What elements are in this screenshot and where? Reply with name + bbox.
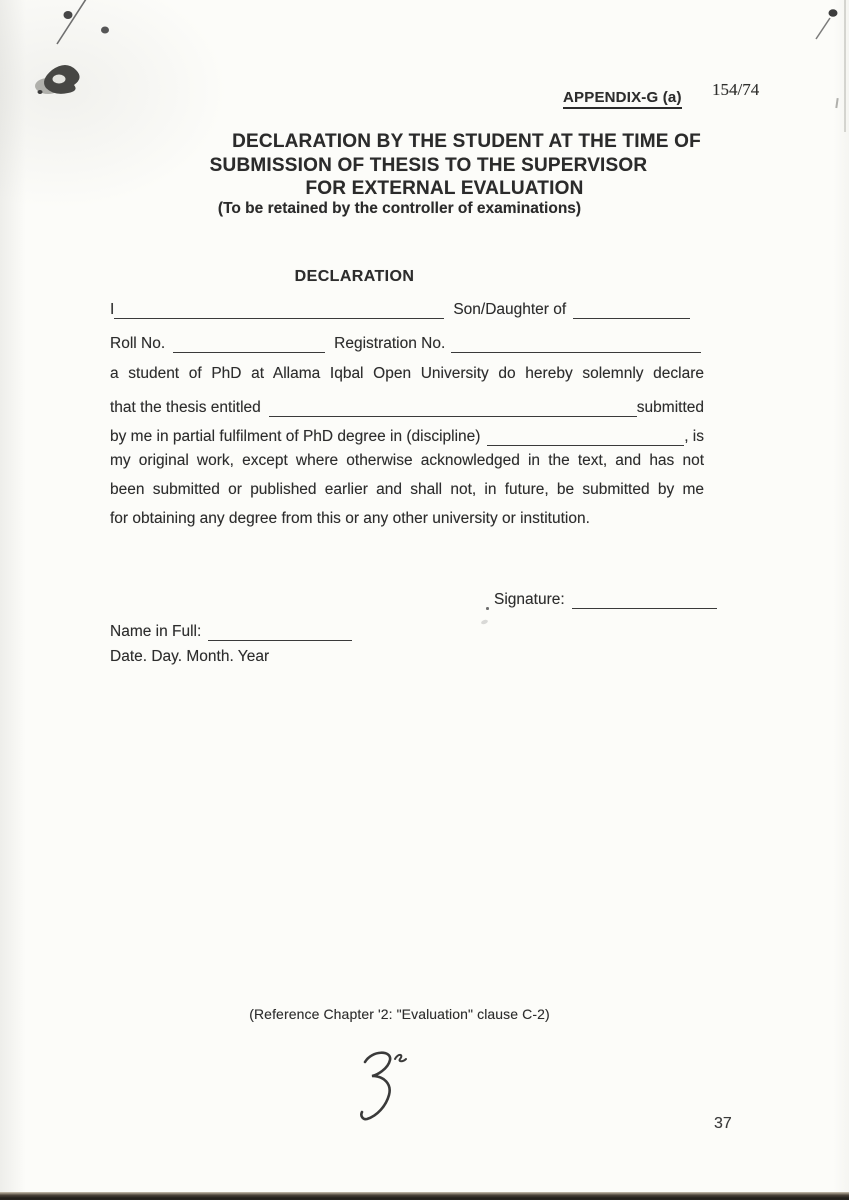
scan-bottom-edge [0, 1192, 849, 1200]
declaration-heading: DECLARATION [294, 268, 415, 285]
son-daughter-label: Son/Daughter of [453, 301, 567, 318]
scan-artifacts-top-right [800, 0, 849, 60]
name-blank-field [114, 318, 444, 319]
document-title-note: (To be retained by the controller of examinations) [217, 200, 582, 217]
registration-no-blank-field [451, 352, 701, 353]
intro-prefix: I [110, 301, 115, 318]
name-in-full-row [110, 622, 352, 641]
body-line3 [110, 417, 704, 446]
intro-row [110, 300, 690, 319]
discipline-label: by me in partial fulfilment of PhD degree in (discipline) [110, 428, 481, 445]
body-line5: been submitted or published earlier and shall not, in future, be submitted by me [110, 481, 704, 498]
body-line1: a student of PhD at Allama Iqbal Open University do hereby solemnly declare [110, 365, 704, 382]
name-in-full-label: Name in Full: [110, 623, 202, 640]
roll-no-blank-field [173, 352, 325, 353]
body-line2 [110, 388, 704, 417]
ink-dot-artifact [829, 9, 838, 17]
document-title-line3: FOR EXTERNAL EVALUATION [305, 178, 584, 199]
roll-no-label: Roll No. [110, 335, 166, 352]
ink-dot-artifact [101, 27, 109, 34]
ink-blob-highlight [53, 75, 66, 84]
reference-note: (Reference Chapter '2: "Evaluation" clause C-2) [249, 1006, 550, 1022]
scan-edge-line [844, 0, 846, 132]
tick-mark-artifact [835, 98, 838, 108]
handwritten-mark-3 [348, 1046, 414, 1122]
body-line6: for obtaining any degree from this or any other university or institution. [110, 510, 590, 527]
scan-artifacts-top-left [0, 0, 220, 140]
is-label: , is [684, 428, 704, 445]
ink-dot-artifact [38, 90, 43, 94]
page-number: 37 [714, 1115, 732, 1132]
ink-dot-artifact [64, 11, 73, 19]
declaration-body [110, 359, 704, 533]
pen-stroke-artifact [816, 18, 830, 39]
thesis-title-blank-field [269, 416, 637, 417]
signature-label: Signature: [494, 591, 565, 608]
roll-registration-row [110, 334, 701, 353]
smudge-artifact [481, 619, 489, 625]
registration-no-label: Registration No. [334, 335, 446, 352]
ink-speck-artifact [486, 607, 489, 610]
thesis-entitled-label: that the thesis entitled [110, 399, 261, 416]
document-title-line2: SUBMISSION OF THESIS TO THE SUPERVISOR [209, 155, 648, 176]
body-line4: my original work, except where otherwise acknowledged in the text, and has not [110, 452, 704, 469]
submitted-label: submitted [636, 399, 704, 416]
father-name-blank-field [573, 318, 690, 319]
pen-stroke-artifact [57, 0, 88, 44]
stamp-number: 154/74 [712, 80, 760, 99]
document-title-line1: DECLARATION BY THE STUDENT AT THE TIME OF [232, 131, 701, 152]
signature-row [494, 590, 717, 609]
appendix-label: APPENDIX-G (a) [563, 89, 682, 109]
full-name-blank-field [208, 640, 352, 641]
date-label: Date. Day. Month. Year [110, 648, 270, 665]
signature-blank-field [572, 608, 717, 609]
